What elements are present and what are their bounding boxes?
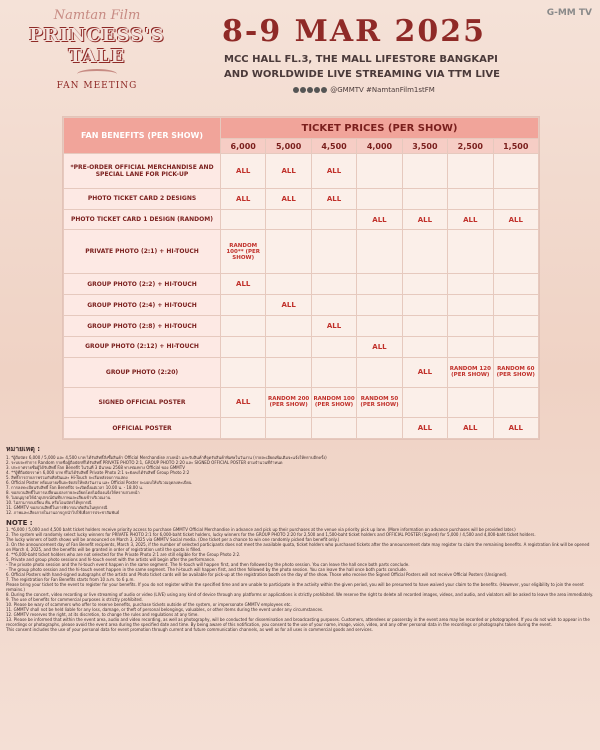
table-row [64, 230, 539, 274]
note-line: 1. *6,000 / 5,000 and 4,500 baht ticket holders receive priority access to purchase GMMTV Official Merchandise in advance and pick up their purchases at the venue via priority pick up lane. (More information on advance purchases will be provided later.) [6, 527, 516, 532]
benefit-label: PRIVATE PHOTO (2:1) + HI-TOUCH [64, 230, 221, 274]
benefit-cell [357, 274, 402, 295]
en-notes-title: NOTE : [6, 519, 33, 527]
en-notes-list [6, 527, 594, 632]
benefit-cell: ALL [402, 357, 447, 387]
note-line: - The group photo session and the hi-touch event happen in the same segment. The hi-touch will happen first, and then followed by the photo session. You can leave the hall once both parts conclude. [6, 567, 408, 572]
benefit-cell [448, 295, 493, 316]
benefit-cell [448, 274, 493, 295]
benefit-cell [493, 336, 538, 357]
benefit-cell [311, 295, 356, 316]
benefit-cell [357, 188, 402, 209]
benefit-cell [402, 336, 447, 357]
benefit-cell [493, 230, 538, 274]
benefit-cell [448, 316, 493, 337]
table-row [64, 154, 539, 189]
social-handles [293, 86, 435, 94]
note-line: 1. *ผู้ถือบัตร 6,000 / 5,000 และ 4,500 บาท ได้รับสิทธิ์สั่งซื้อสินค้า Official Merchandise ล่วงหน้า และรับสินค้าที่จุดรับสินค้าพิเศษในวันงาน (รายละเอียดเพิ่มเติมจะแจ้งให้ทราบอีกครั้ง) [6, 455, 327, 460]
table-row [64, 295, 539, 316]
benefit-label: GROUP PHOTO (2:8) + HI-TOUCH [64, 316, 221, 337]
benefit-label: GROUP PHOTO (2:2) + HI-TOUCH [64, 274, 221, 295]
note-line: 10. Please be wary of scammers who offer to reserve benefits, purchase tickets outside of the system, or impersonate GMMTV employees etc. [6, 602, 292, 607]
benefit-cell [402, 154, 447, 189]
note-line: Please bring your ticket to the event to register for your benefits. If you do not register within the specified time and are unable to participate in the activity within the given period, you will be presumed to have waived your claim to the benefits. (However, your eligibility to join the event remains.) [6, 582, 584, 592]
benefit-cell [266, 336, 311, 357]
table-row [64, 209, 539, 230]
benefit-cell: ALL [221, 274, 266, 295]
benefit-cell [357, 230, 402, 274]
benefit-cell: ALL [221, 154, 266, 189]
price-1: 5,000 [266, 139, 311, 154]
table-body [64, 154, 539, 439]
benefit-cell: RANDOM 100 (PER SHOW) [311, 387, 356, 417]
benefit-label: GROUP PHOTO (2:20) [64, 357, 221, 387]
youtube-icon [314, 87, 320, 93]
thai-notes-title: หมายเหตุ : [6, 445, 41, 453]
benefit-cell [493, 274, 538, 295]
facebook-icon [293, 87, 299, 93]
benefit-label: *PRE-ORDER OFFICIAL MERCHANDISE AND SPECIAL LANE FOR PICK-UP [64, 154, 221, 189]
benefit-cell [357, 154, 402, 189]
benefit-cell: ALL [448, 209, 493, 230]
logo-subtitle: FAN MEETING [56, 81, 138, 91]
note-line: 12. ภาพและเสียงภายในงานอาจถูกนำไปใช้เพื่อการประชาสัมพันธ์ [6, 510, 120, 515]
price-5: 2,500 [448, 139, 493, 154]
benefit-label: OFFICIAL POSTER [64, 418, 221, 439]
table-row [64, 418, 539, 439]
benefit-label: GROUP PHOTO (2:4) + HI-TOUCH [64, 295, 221, 316]
note-line: This consent includes the use of your personal data for event promotion through current and future communication channels, as well as for all uses in commercial goods and services. [6, 627, 373, 632]
x-icon [307, 87, 313, 93]
benefit-cell [493, 188, 538, 209]
benefit-cell [448, 387, 493, 417]
notes-section [6, 444, 594, 744]
table-row [64, 357, 539, 387]
benefit-cell: ALL [221, 188, 266, 209]
benefit-cell [311, 418, 356, 439]
note-line: 5. Private and group photo sessions and hi-touch event with the artists will begin after the performance. [6, 557, 216, 562]
note-line: 7. การลงทะเบียนรับสิทธิ์ Fan Benefits จะเปิดตั้งแต่เวลา 10.00 น. - 18.00 น. [6, 485, 144, 490]
price-2: 4,500 [311, 139, 356, 154]
note-line: 6. Official Posters with hand-signed autographs of the artists and Photo ticket cards will be available for pick-up at the registration booth on the day of the show. Those who receive the Signed Official Posters will not receive Official Posters (Unsigned). [6, 572, 508, 577]
benefit-cell [266, 274, 311, 295]
benefit-cell [221, 209, 266, 230]
benefit-cell [402, 188, 447, 209]
benefit-cell [311, 230, 356, 274]
benefit-cell [311, 336, 356, 357]
benefit-cell: ALL [266, 188, 311, 209]
benefit-cell: ALL [266, 295, 311, 316]
benefit-cell [493, 295, 538, 316]
benefit-cell: ALL [311, 154, 356, 189]
benefit-cell [402, 316, 447, 337]
benefit-cell [448, 336, 493, 357]
benefit-cell [221, 357, 266, 387]
ticket-prices-header: TICKET PRICES (PER SHOW) [221, 118, 539, 139]
benefit-cell [266, 357, 311, 387]
benefit-cell [221, 316, 266, 337]
benefit-cell [266, 209, 311, 230]
benefit-cell: RANDOM 100** (PER SHOW) [221, 230, 266, 274]
table-row [64, 336, 539, 357]
benefit-cell: ALL [402, 209, 447, 230]
benefit-cell [266, 230, 311, 274]
benefit-cell [311, 274, 356, 295]
event-venue: MCC HALL FL.3, THE MALL LIFESTORE BANGKAPI [224, 54, 498, 65]
note-line: 11. GMMTV ขอสงวนสิทธิ์ในการพิจารณาตัดสินในทุกกรณี [6, 505, 108, 510]
price-3: 4,000 [357, 139, 402, 154]
note-line: 10. ไม่สามารถเปลี่ยน คืน หรือโอนบัตรได้ทุกกรณี [6, 500, 92, 505]
benefit-label: SIGNED OFFICIAL POSTER [64, 387, 221, 417]
benefit-cell [266, 418, 311, 439]
benefit-cell: ALL [402, 418, 447, 439]
table-row [64, 387, 539, 417]
price-6: 1,500 [493, 139, 538, 154]
note-line: - The private photo session and the hi-touch event happen in the same segment. The hi-touch will happen first, and then followed by the photo session. You can leave the hall once both parts conclude. [6, 562, 410, 567]
benefit-cell [493, 316, 538, 337]
note-line: 9. The use of benefits for commercial purposes is strictly prohibited. [6, 597, 143, 602]
benefit-cell [402, 387, 447, 417]
note-line: 4. **ผู้ที่ถือบัตรราคา 6,000 บาท ที่ไม่ได้รับสิทธิ์ Private Photo 2:1 จะยังคงได้รับสิทธิ์ Group Photo 2:2 [6, 470, 190, 475]
benefit-cell [311, 209, 356, 230]
benefit-label: PHOTO TICKET CARD 2 DESIGNS [64, 188, 221, 209]
benefit-cell [266, 316, 311, 337]
note-line: 2. The system will randomly select lucky winners for PRIVATE PHOTO 2:1 for 6,000-baht ticket holders, lucky winners for the GROUP PHOTO 2:20 for 2,500 and 1,500-baht ticket holders and OFFICIAL POSTER (Signed) for 5,000 / 4,500 and 4,000-baht ticket holders. [6, 532, 536, 537]
price-4: 3,500 [402, 139, 447, 154]
note-line: 5. สิทธิ์การถ่ายภาพร่วมกับศิลปินและ Hi-Touch จะเริ่มหลังจบการแสดง [6, 475, 128, 480]
table-row [64, 316, 539, 337]
logo-artist-name: Namtan Film [53, 8, 141, 23]
benefit-cell: ALL [493, 209, 538, 230]
benefits-table [62, 116, 540, 440]
benefit-cell: ALL [266, 154, 311, 189]
thai-notes-list [6, 455, 594, 515]
benefit-cell [402, 230, 447, 274]
note-line: 7. The registration for Fan Benefits starts from 10 a.m. to 6 p.m. [6, 577, 135, 582]
note-line: 13. Please be informed that within the event area, audio and video recording, as well as photography, will be conducted for dissemination and broadcasting purposes. Customers, attendees or passersby in the event area may be recorded or photographed. If you do not wish to appear in the recordings or photographs, please avoid the event area during the specified date and time. By being aware of this notification, you consent to the use of your name, image, voice, video, and any other personal data in the recordings or photographs taken during the event. [6, 617, 590, 627]
benefit-cell [448, 154, 493, 189]
tiktok-icon [321, 87, 327, 93]
table-row [64, 274, 539, 295]
header [0, 0, 600, 118]
benefit-cell [357, 316, 402, 337]
benefit-cell: ALL [357, 209, 402, 230]
note-line: 3. ประกาศรายชื่อผู้ได้รับสิทธิ์ Fan Benefit ในวันที่ 3 มีนาคม 2568 ทางช่องทาง Official ของ GMMTV [6, 465, 185, 470]
note-line: 4. **6,000-baht ticket holders who are not selected for the Private Photo 2:1 are still eligible for the Group Photo 2:2. [6, 552, 241, 557]
benefit-cell: ALL [311, 316, 356, 337]
benefit-cell: ALL [448, 418, 493, 439]
note-line: 8. During the concert, video recording or live streaming of audio or video (LIVE) using any kind of device through any platforms or applications is strictly prohibited. We reserve the right to delete all recorded images, videos, and audio, and violators will be asked to leave the area immediately. [6, 592, 594, 597]
benefit-cell: ALL [221, 387, 266, 417]
benefit-cell [448, 230, 493, 274]
note-line: The lucky winners of both shows will be announced on March 3, 2025 via GMMTV Social media. (One ticket per a chance to win one randomly picked fan benefit only.) [6, 537, 340, 542]
instagram-icon [300, 87, 306, 93]
benefit-cell [311, 357, 356, 387]
benefit-cell: RANDOM 50 (PER SHOW) [357, 387, 402, 417]
benefit-cell: ALL [493, 418, 538, 439]
benefit-cell [357, 295, 402, 316]
benefit-cell [221, 336, 266, 357]
table-row [64, 188, 539, 209]
benefit-cell [448, 188, 493, 209]
note-line: 12. GMMTV reserves the right, at its discretion, to change the rules and regulations at any time. [6, 612, 199, 617]
note-line: 2. ระบบจะทำการ Random รายชื่อผู้ถือบัตรที่ได้รับสิทธิ์ PRIVATE PHOTO 2:1, GROUP PHOTO 2:20 และ SIGNED OFFICIAL POSTER ตามจำนวนที่กำหนด [6, 460, 283, 465]
event-logo [22, 8, 172, 106]
benefit-cell [221, 295, 266, 316]
benefit-cell: RANDOM 60 (PER SHOW) [493, 357, 538, 387]
note-line: 6. Official Poster พร้อมลายเซ็นจะจัดส่งให้หลังวันงาน และ Official Poster จะมอบให้บริเวณจุดลงทะเบียน [6, 480, 192, 485]
brand-logo: G-MM TV [546, 8, 592, 18]
benefit-cell [221, 418, 266, 439]
live-streaming-info: AND WORLDWIDE LIVE STREAMING VIA TTM LIVE [224, 69, 500, 80]
benefit-cell: ALL [357, 336, 402, 357]
note-line: 9. ไม่อนุญาตให้นำอุปกรณ์บันทึกภาพและเสียงเข้าบริเวณงาน [6, 495, 111, 500]
benefit-cell [493, 387, 538, 417]
fan-benefits-header: FAN BENEFITS (PER SHOW) [64, 118, 221, 154]
benefit-label: PHOTO TICKET CARD 1 DESIGN (RANDOM) [64, 209, 221, 230]
crown-ornament-icon [77, 69, 117, 79]
benefit-cell [402, 295, 447, 316]
benefit-cell [357, 418, 402, 439]
note-line: 3. On the announcement day of Fan Benefit recipients, March 3, 2025, if the number of selected participants does not meet the available quota, ticket holders who purchased tickets after the announcement date may register to claim the remaining benefits. A registration link will be opened on March 4, 2025, and the benefits will be granted in order of registration until the quota is filled. [6, 542, 590, 552]
benefit-cell [402, 274, 447, 295]
note-line: 8. ขอสงวนสิทธิ์ในการเปลี่ยนแปลงรายละเอียดโดยไม่ต้องแจ้งให้ทราบล่วงหน้า [6, 490, 140, 495]
benefit-cell: RANDOM 120 (PER SHOW) [448, 357, 493, 387]
social-hashtag: @GMMTV #NamtanFilm1stFM [330, 86, 435, 94]
price-0: 6,000 [221, 139, 266, 154]
logo-title: PRINCESS'S TALE [29, 25, 165, 67]
benefit-cell [357, 357, 402, 387]
benefit-cell [493, 154, 538, 189]
event-date: 8-9 MAR 2025 [222, 14, 486, 49]
note-line: 11. GMMTV shall not be held liable for any loss, damage, or theft of personal belongings, valuables, or other items during the event under any circumstances. [6, 607, 324, 612]
benefit-cell: ALL [311, 188, 356, 209]
benefit-cell: RANDOM 200 (PER SHOW) [266, 387, 311, 417]
benefit-label: GROUP PHOTO (2:12) + HI-TOUCH [64, 336, 221, 357]
